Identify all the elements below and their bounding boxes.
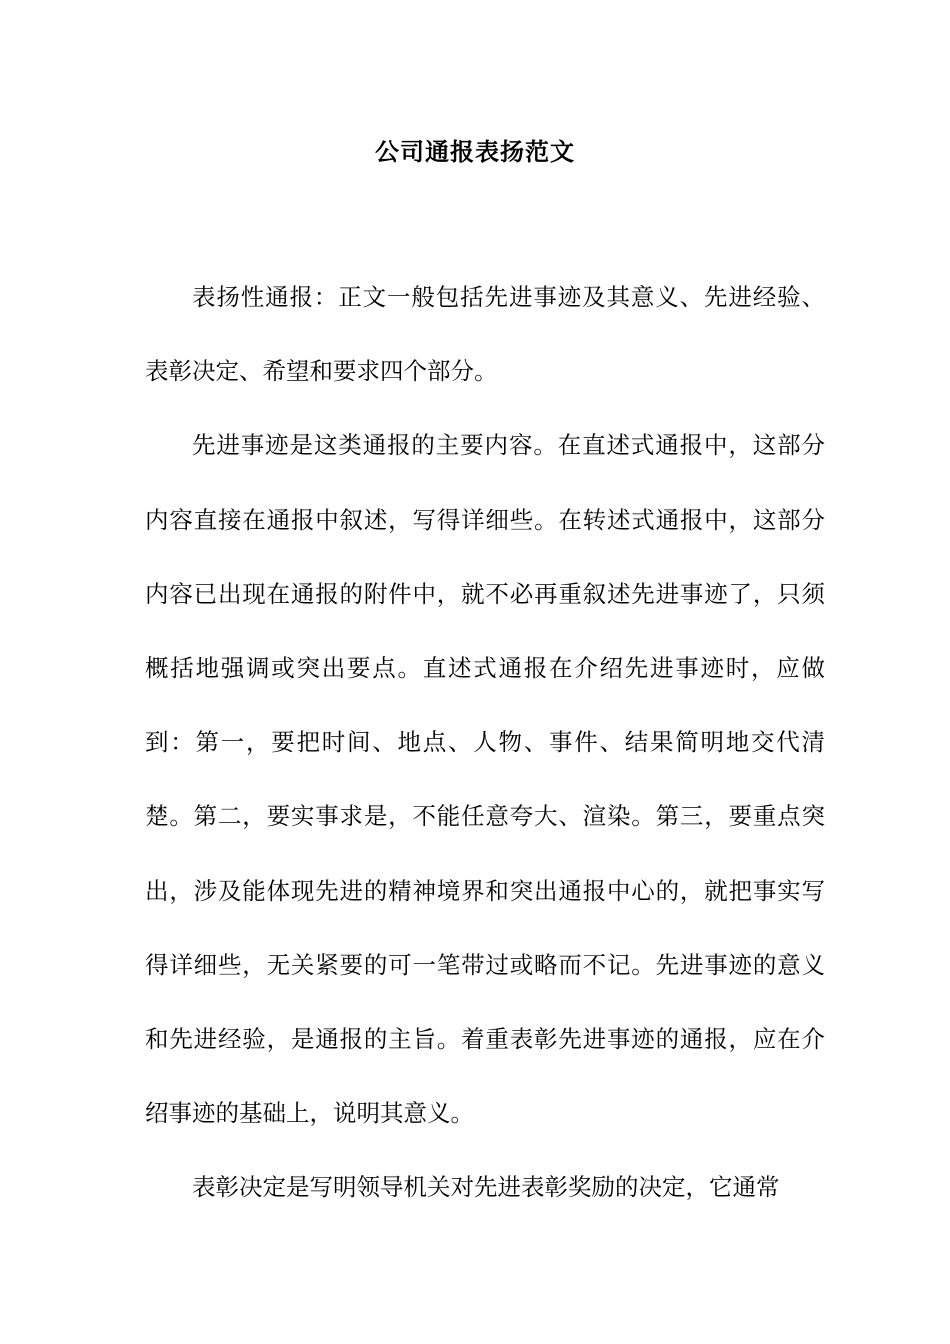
paragraph-praise-notice: 表扬性通报：正文一般包括先进事迹及其意义、先进经验、表彰决定、希望和要求四个部分。 <box>145 283 825 386</box>
paragraph-commendation-decision: 表彰决定是写明领导机关对先进表彰奖励的决定，它通常 <box>192 1173 780 1202</box>
paragraph-advanced-deeds: 先进事迹是这类通报的主要内容。在直述式通报中，这部分内容直接在通报中叙述，写得详细些。在转述式通报中，这部分内容已出现在通报的附件中，就不必再重叙述先进事迹了，只须概括地强调或突出要点。直述式通报在介绍先进事迹时，应做到：第一，要把时间、地点、人物、事件、结果简明地交代清楚。第二，要实事求是，不能任意夸大、渲染。第三，要重点突出，涉及能体现先进的精神境界和突出通报中心的，就把事实写得详细些，无关紧要的可一笔带过或略而不记。先进事迹的意义和先进经验，是通报的主旨。着重表彰先进事迹的通报，应在介绍事迹的基础上，说明其意义。 <box>145 431 825 1128</box>
document-title: 公司通报表扬范文 <box>375 137 575 166</box>
document-body <box>145 260 825 1225</box>
